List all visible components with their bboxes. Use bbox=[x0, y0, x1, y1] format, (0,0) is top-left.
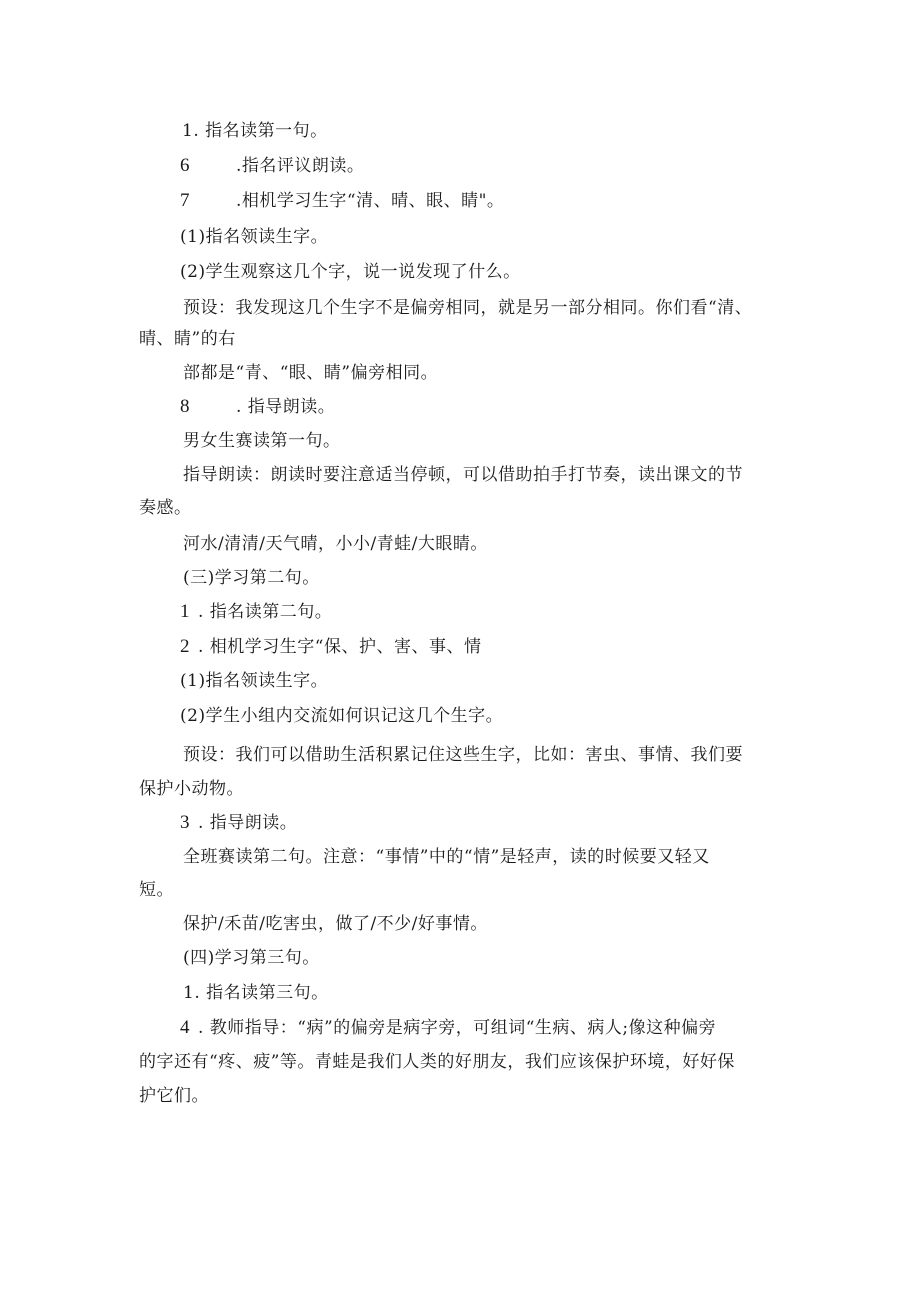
list-number: 7 bbox=[180, 190, 190, 211]
paragraph-line: 7 .相机学习生字“清、晴、眼、睛"。 bbox=[180, 190, 505, 211]
paragraph-line: 1 . 指名读第二句。 bbox=[180, 601, 333, 622]
paragraph-line: 1. 指名读第一句。 bbox=[182, 121, 328, 141]
paragraph-line: 保护小动物。 bbox=[139, 779, 244, 799]
paragraph-line: 4 . 教师指导：“病”的偏旁是病字旁，可组词“生病、病人;像这种偏旁 bbox=[180, 1017, 717, 1038]
paragraph-line: 预设：我发现这几个生字不是偏旁相同，就是另一部分相同。你们看“清、 bbox=[183, 298, 753, 318]
paragraph-line: 保护/禾苗/吃害虫，做了/不少/好事情。 bbox=[183, 914, 488, 934]
paragraph-line: (2)学生观察这几个字，说一说发现了什么。 bbox=[180, 262, 521, 282]
list-number: 8 bbox=[180, 396, 190, 417]
list-number: 6 bbox=[180, 155, 190, 176]
paragraph-line: 6 .指名评议朗读。 bbox=[180, 155, 365, 176]
paragraph-line: 晴、睛”的右 bbox=[139, 329, 236, 349]
paragraph-line: 男女生赛读第一句。 bbox=[183, 431, 341, 451]
paragraph-line: (1)指名领读生字。 bbox=[180, 671, 329, 691]
paragraph-line: (四)学习第三句。 bbox=[183, 948, 320, 968]
paragraph-line: 指导朗读：朗读时要注意适当停顿，可以借助拍手打节奏，读出课文的节 bbox=[183, 465, 743, 485]
paragraph-line: (2)学生小组内交流如何识记这几个生字。 bbox=[180, 706, 504, 726]
paragraph-line: 预设：我们可以借助生活积累记住这些生字，比如：害虫、事情、我们要 bbox=[183, 745, 743, 765]
paragraph-line: 的字还有“疼、疲”等。青蛙是我们人类的好朋友，我们应该保护环境，好好保 bbox=[139, 1052, 735, 1072]
paragraph-line: 全班赛读第二句。注意：“事情”中的“情”是轻声，读的时候要又轻又 bbox=[183, 847, 710, 867]
paragraph-line: 8 . 指导朗读。 bbox=[180, 396, 336, 417]
paragraph-line: 奏感。 bbox=[139, 498, 192, 518]
list-number: 1 bbox=[180, 601, 190, 622]
paragraph-line: 2 . 相机学习生字“保、护、害、事、情 bbox=[180, 636, 482, 657]
list-number: 4 bbox=[180, 1017, 190, 1038]
paragraph-line: (1)指名领读生字。 bbox=[180, 227, 329, 247]
paragraph-line: (三)学习第二句。 bbox=[183, 568, 320, 588]
paragraph-line: 3 . 指导朗读。 bbox=[180, 812, 298, 833]
paragraph-line: 护它们。 bbox=[139, 1086, 209, 1106]
paragraph-line: 部都是“青、“眼、睛”偏旁相同。 bbox=[183, 363, 439, 383]
paragraph-line: 短。 bbox=[139, 880, 174, 900]
paragraph-line: 河水/清清/天气晴，小小/青蛙/大眼睛。 bbox=[183, 534, 488, 554]
list-number: 3 bbox=[180, 812, 190, 833]
paragraph-line: 1. 指名读第三句。 bbox=[183, 983, 329, 1003]
list-number: 2 bbox=[180, 636, 190, 657]
